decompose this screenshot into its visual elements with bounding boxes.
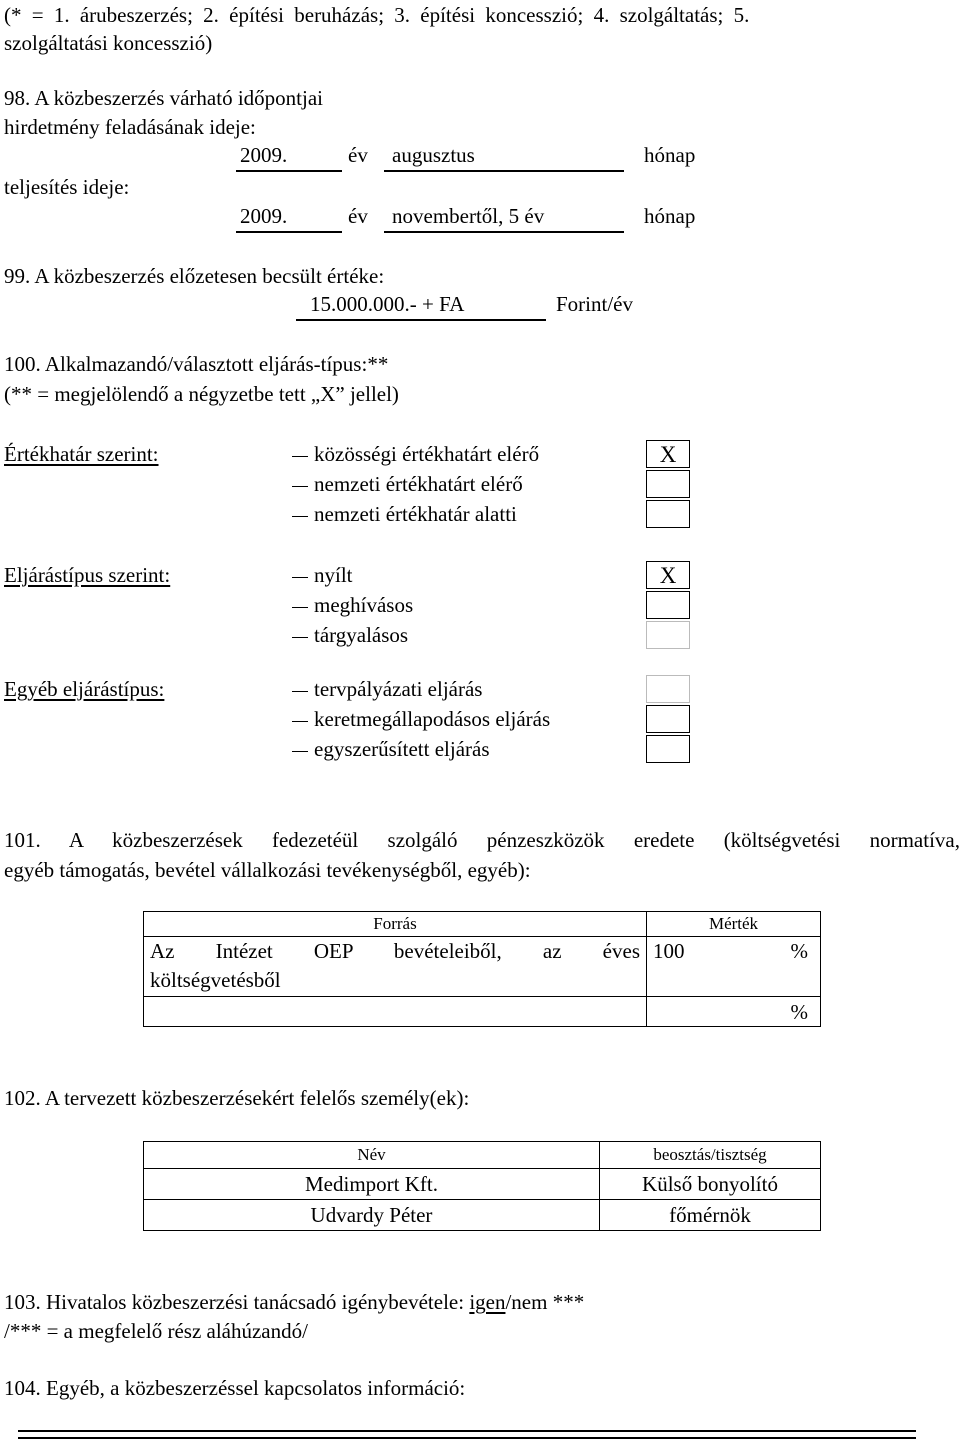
funding-row-2-unit: % bbox=[790, 1000, 808, 1024]
hirdetmeny-month: augusztus bbox=[392, 143, 475, 167]
estimated-value-underline bbox=[296, 319, 546, 321]
section-100-note: (** = megjelölendő a négyzetbe tett „X” jellel) bbox=[4, 382, 399, 406]
funding-row-2-source bbox=[144, 997, 647, 1027]
section-99-title: 99. A közbeszerzés előzetesen becsült értéke: bbox=[4, 264, 385, 288]
person-2-position: főmérnök bbox=[600, 1200, 821, 1231]
persons-col-position: beosztás/tisztség bbox=[600, 1142, 821, 1169]
group-other-type-label: Egyéb eljárástípus: bbox=[4, 677, 165, 701]
persons-col-name: Név bbox=[144, 1142, 600, 1169]
answer-line-1 bbox=[18, 1430, 916, 1432]
checkbox-tervpalyazati[interactable] bbox=[646, 675, 690, 703]
option-meghivasos: meghívásos bbox=[292, 595, 413, 616]
funding-row-1-source: Az Intézet OEP bevételeiből, az éves költségvetésből bbox=[144, 937, 647, 997]
option-kozossegi: közösségi értékhatárt elérő bbox=[292, 444, 539, 465]
section-102-title: 102. A tervezett közbeszerzésekért felelős személy(ek): bbox=[4, 1086, 470, 1110]
estimated-value-unit: Forint/év bbox=[556, 292, 633, 316]
teljesites-month: novembertől, 5 év bbox=[392, 204, 545, 228]
section-101-title-line-1: 101. A közbeszerzések fedezetéül szolgáló pénzeszközök eredete (költségvetési normatíva, bbox=[4, 828, 960, 852]
option-nemzeti-alatti: nemzeti értékhatár alatti bbox=[292, 504, 517, 525]
group-value-threshold-label: Értékhatár szerint: bbox=[4, 442, 159, 466]
person-1-position: Külső bonyolító bbox=[600, 1169, 821, 1200]
hirdetmeny-month-underline bbox=[384, 170, 624, 172]
intro-line-1: (* = 1. árubeszerzés; 2. építési beruházás; 3. építési koncesszió; 4. szolgáltatás; 5. bbox=[4, 3, 750, 27]
option-tervpalyazati: tervpályázati eljárás bbox=[292, 679, 482, 700]
section-103-title: 103. Hivatalos közbeszerzési tanácsadó igénybevétele: igen/nem *** bbox=[4, 1290, 585, 1314]
section-98-title: 98. A közbeszerzés várható időpontjai bbox=[4, 86, 323, 110]
checkbox-nemzeti-elero[interactable] bbox=[646, 470, 690, 498]
funding-row-1-unit: % bbox=[790, 939, 808, 963]
section-103-note: /*** = a megfelelő rész aláhúzandó/ bbox=[4, 1319, 308, 1343]
teljesites-ev: év bbox=[348, 204, 368, 228]
funding-col-source: Forrás bbox=[144, 912, 647, 937]
funding-col-measure: Mérték bbox=[647, 912, 821, 937]
funding-row-1-value: 100 bbox=[653, 939, 685, 963]
intro-line-2: szolgáltatási koncesszió) bbox=[4, 31, 213, 55]
responsible-persons-table bbox=[143, 1141, 821, 1231]
estimated-value: 15.000.000.- + FA bbox=[310, 292, 465, 316]
hirdetmeny-ev: év bbox=[348, 143, 368, 167]
teljesites-month-underline bbox=[384, 231, 624, 233]
checkbox-keretmegallapodasos[interactable] bbox=[646, 705, 690, 733]
option-targyalasos: tárgyalásos bbox=[292, 625, 408, 646]
group-procedure-type-label: Eljárástípus szerint: bbox=[4, 563, 171, 587]
checkbox-nyilt[interactable]: X bbox=[646, 561, 690, 589]
funding-row-2-measure bbox=[647, 997, 821, 1027]
teljesites-honap: hónap bbox=[644, 204, 696, 228]
checkbox-meghivasos[interactable] bbox=[646, 591, 690, 619]
checkbox-kozossegi[interactable]: X bbox=[646, 440, 690, 468]
option-keretmegallapodasos: keretmegállapodásos eljárás bbox=[292, 709, 550, 730]
person-1-name: Medimport Kft. bbox=[144, 1169, 600, 1200]
person-2-name: Udvardy Péter bbox=[144, 1200, 600, 1231]
funding-row-1-measure bbox=[647, 937, 821, 997]
section-100-title: 100. Alkalmazandó/választott eljárás-típus:** bbox=[4, 352, 389, 376]
hirdetmeny-honap: hónap bbox=[644, 143, 696, 167]
option-nemzeti-elero: nemzeti értékhatárt elérő bbox=[292, 474, 523, 495]
teljesites-label: teljesítés ideje: bbox=[4, 175, 130, 199]
funding-table bbox=[143, 911, 821, 1027]
answer-line-2 bbox=[18, 1437, 916, 1439]
option-egyszerusitett: egyszerűsített eljárás bbox=[292, 739, 490, 760]
option-nyilt: nyílt bbox=[292, 565, 353, 586]
teljesites-year-underline bbox=[236, 231, 342, 233]
hirdetmeny-year-underline bbox=[236, 170, 342, 172]
checkbox-targyalasos[interactable] bbox=[646, 621, 690, 649]
section-104-title: 104. Egyéb, a közbeszerzéssel kapcsolatos információ: bbox=[4, 1376, 466, 1400]
igen-underlined: igen bbox=[469, 1290, 506, 1314]
hirdetmeny-label: hirdetmény feladásának ideje: bbox=[4, 115, 256, 139]
section-101-title-line-2: egyéb támogatás, bevétel vállalkozási tevékenységből, egyéb): bbox=[4, 858, 531, 882]
checkbox-egyszerusitett[interactable] bbox=[646, 735, 690, 763]
checkbox-nemzeti-alatti[interactable] bbox=[646, 500, 690, 528]
teljesites-year: 2009. bbox=[240, 204, 288, 228]
hirdetmeny-year: 2009. bbox=[240, 143, 288, 167]
